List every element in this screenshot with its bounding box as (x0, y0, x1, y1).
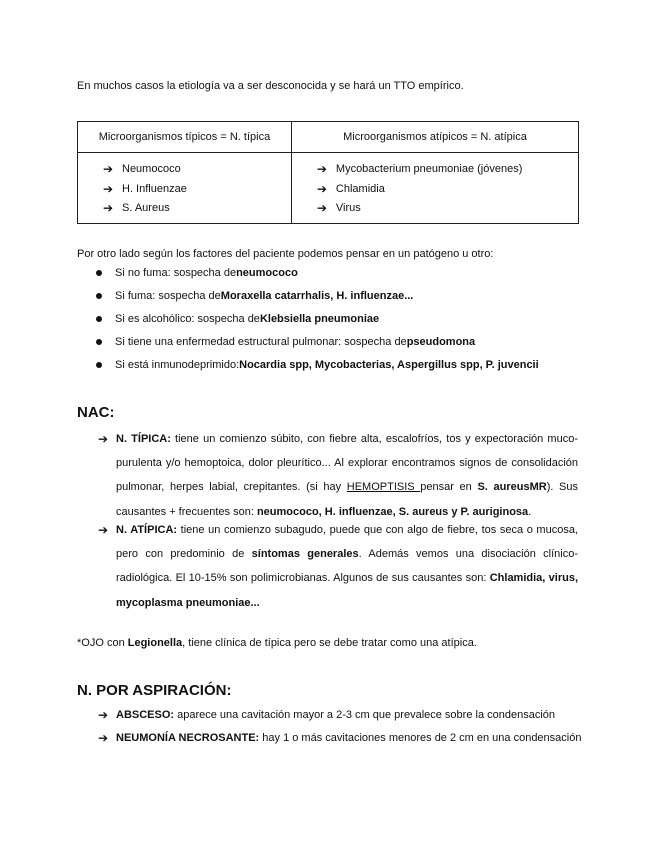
list-item: ➔ NEUMONÍA NECROSANTE: hay 1 o más cavitaciones menores de 2 cm en una condensación (98, 731, 581, 754)
list-item: Si fuma: sospecha de Moraxella catarrhalis, H. influenzae... (96, 289, 539, 312)
arrow-icon: ➔ (316, 162, 327, 176)
arrow-icon: ➔ (98, 523, 109, 537)
list-item: Si tiene una enfermedad estructural pulmonar: sospecha de pseudomona (96, 335, 539, 358)
list-item: ➔ Chlamidia (317, 180, 578, 200)
hemoptisis-underline: HEMOPTISIS (346, 481, 421, 494)
list-item: ➔ Mycobacterium pneumoniae (jóvenes) (317, 160, 578, 180)
arrow-icon: ➔ (98, 432, 109, 446)
legionella-note: *OJO con Legionella, tiene clínica de típica pero se debe tratar como una atípica. (77, 637, 477, 649)
list-item: ➔ ABSCESO: aparece una cavitación mayor a 2-3 cm que prevalece sobre la condensación (98, 708, 581, 731)
bullet-icon (96, 293, 102, 299)
bullet-icon (96, 362, 102, 368)
arrow-icon: ➔ (316, 181, 327, 196)
bullet-icon (96, 316, 102, 322)
list-item: ➔ S. Aureus (103, 199, 291, 219)
bullet-icon (96, 270, 102, 276)
atypical-pneumonia-item: ➔ N. ATÍPICA: tiene un comienzo subagudo, puede que con algo de fiebre, tos seca o mucosa, pero con predominio de síntomas generales. Además vemos una disociación clínico-radiológica. El 10-15% son polimicrobianas. Algunos de sus causantes son: Chlamidia, virus, mycoplasma pneumoniae... (98, 518, 578, 615)
aspiration-list (98, 708, 581, 753)
intro-paragraph: En muchos casos la etiología va a ser desconocida y se hará un TTO empírico. (77, 80, 464, 92)
factors-list (96, 266, 539, 381)
arrow-icon: ➔ (103, 201, 114, 215)
typical-header: Microorganismos típicos = N. típica (78, 122, 292, 153)
arrow-icon: ➔ (98, 708, 109, 722)
factors-intro: Por otro lado según los factores del paciente podemos pensar en un patógeno u otro: (77, 248, 494, 260)
arrow-icon: ➔ (316, 201, 327, 215)
list-item: ➔ Virus (317, 199, 578, 219)
microorganisms-table (77, 121, 579, 224)
atypical-header: Microorganismos atípicos = N. atípica (291, 122, 578, 153)
aspiration-heading: N. POR ASPIRACIÓN: (77, 682, 232, 699)
list-item: Si está inmunodeprimido: Nocardia spp, Mycobacterias, Aspergillus spp, P. juvencii (96, 358, 539, 381)
list-item: ➔ H. Influenzae (103, 180, 291, 200)
arrow-icon: ➔ (98, 730, 109, 745)
nac-heading: NAC: (77, 404, 115, 421)
typical-cell (78, 153, 292, 224)
atypical-cell (291, 153, 578, 224)
bullet-icon (96, 339, 102, 345)
arrow-icon: ➔ (103, 162, 114, 176)
typical-pneumonia-item: ➔ N. TÍPICA: tiene un comienzo súbito, con fiebre alta, escalofríos, tos y expectoración muco-purulenta y/o hemoptoica, dolor pleurítico... Al explorar encontramos signos de consolidación pulmonar, herpes labial, crepitantes. (si hay HEMOPTISIS pensar en S. aureusMR). Sus causantes + frecuentes son: neumococo, H. influenzae, S. aureus y P. auriginosa. (98, 427, 578, 524)
list-item: Si no fuma: sospecha de neumococo (96, 266, 539, 289)
list-item: Si es alcohólico: sospecha de Klebsiella pneumoniae (96, 312, 539, 335)
list-item: ➔ Neumococo (103, 160, 291, 180)
arrow-icon: ➔ (103, 181, 114, 196)
